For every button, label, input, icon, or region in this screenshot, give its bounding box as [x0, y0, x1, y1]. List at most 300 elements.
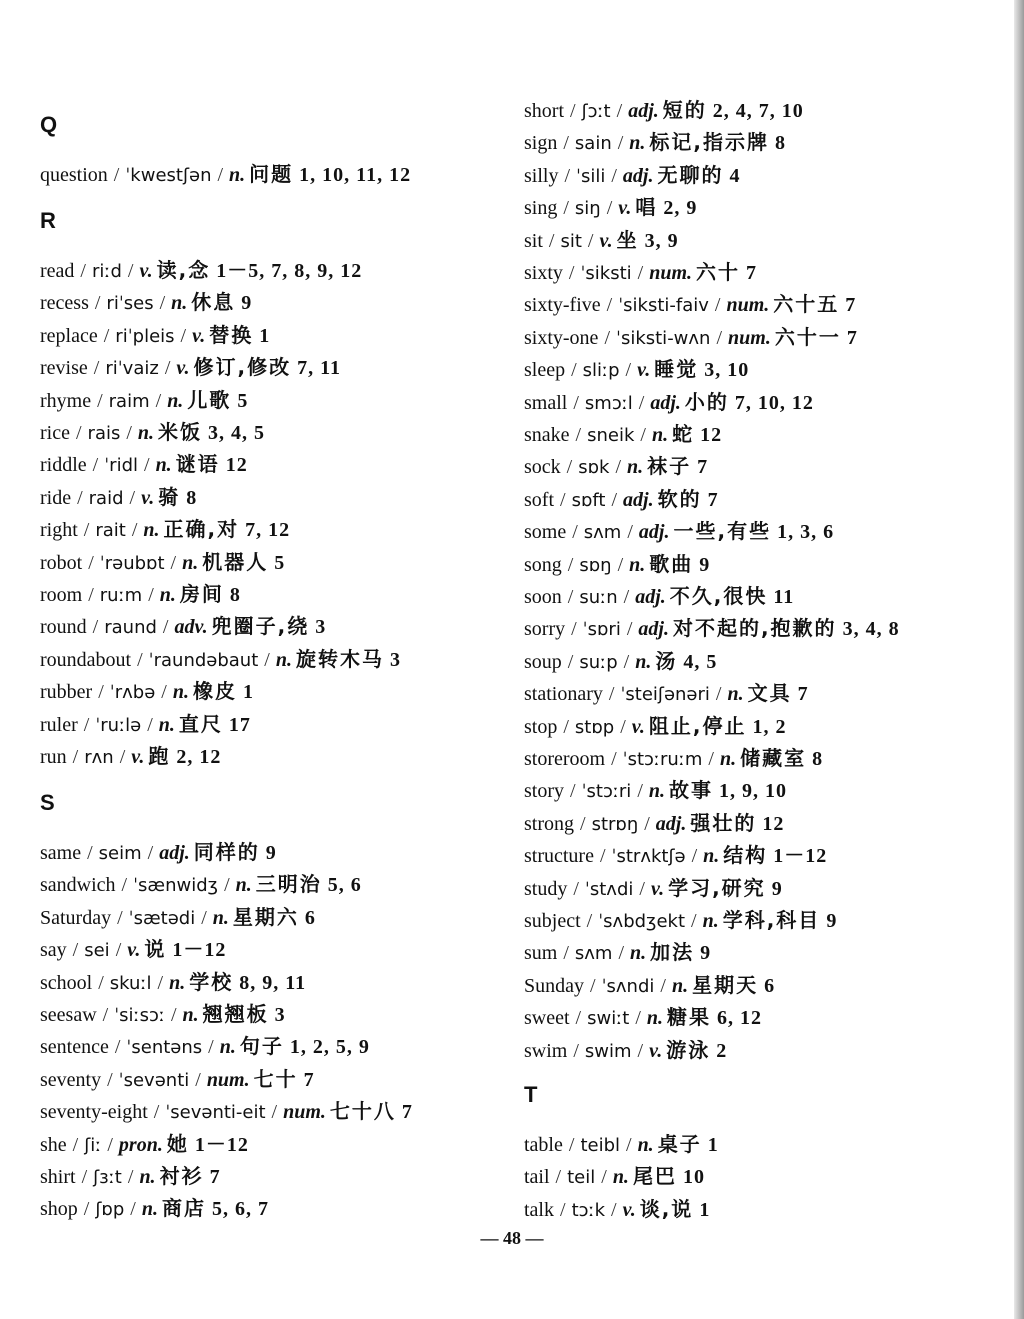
slash-separator: / [625, 359, 632, 382]
slash-separator: / [623, 586, 630, 608]
slash-separator: / [611, 488, 618, 511]
lesson-references: 3, 4, 5 [208, 422, 266, 444]
headword: sorry [524, 618, 566, 641]
slash-separator: / [121, 874, 128, 897]
phonetic-transcription: ˈraundəbaut [148, 649, 259, 671]
dictionary-entry [524, 292, 856, 318]
phonetic-transcription: ˈsɒri [582, 619, 621, 641]
slash-separator: / [137, 648, 143, 671]
part-of-speech: n. [141, 1198, 158, 1221]
headword: school [40, 971, 93, 994]
slash-separator: / [560, 488, 566, 511]
lesson-references: 1－12 [773, 845, 828, 868]
dictionary-entry [524, 552, 710, 578]
slash-separator: / [640, 424, 646, 446]
chinese-definition: 兜圈子,绕 [211, 614, 310, 639]
phonetic-transcription: swiːt [587, 1008, 630, 1030]
dictionary-entry [40, 1067, 315, 1093]
part-of-speech: v. [131, 746, 145, 768]
part-of-speech: n. [719, 748, 737, 770]
phonetic-transcription: ˈruːlə [95, 714, 142, 736]
slash-separator: / [83, 519, 90, 542]
lesson-references: 7 [707, 488, 719, 511]
dictionary-entry [524, 163, 740, 189]
dictionary-entry [40, 162, 411, 188]
part-of-speech: n. [646, 1007, 664, 1030]
lesson-references: 5 [237, 389, 249, 412]
phonetic-transcription: sɒk [578, 457, 610, 479]
phonetic-transcription: skuːl [109, 972, 152, 994]
headword: same [40, 842, 82, 864]
slash-separator: / [115, 939, 122, 962]
chinese-definition: 商店 [161, 1196, 206, 1221]
phonetic-transcription: ˈsiːsɔː [114, 1005, 165, 1026]
phonetic-transcription: sneik [587, 425, 635, 446]
dictionary-entry [40, 1132, 249, 1158]
lesson-references: 8 [186, 486, 198, 509]
part-of-speech: adj. [628, 100, 659, 122]
headword: seventy [40, 1068, 102, 1091]
section-letter-r: R [40, 208, 56, 233]
dictionary-entry [524, 519, 834, 545]
chinese-definition: 尾巴 [632, 1164, 677, 1189]
headword: swim [524, 1039, 568, 1062]
slash-separator: / [88, 584, 94, 606]
phonetic-transcription: ˈsʌbdʒekt [598, 911, 686, 932]
headword: talk [524, 1198, 554, 1221]
lesson-references: 7 [303, 1068, 315, 1091]
part-of-speech: n. [651, 424, 669, 446]
dictionary-entry [524, 390, 814, 416]
phonetic-transcription: sliːp [582, 360, 620, 382]
slash-separator: / [208, 1036, 214, 1059]
lesson-references: 7, 10, 12 [734, 391, 814, 414]
dictionary-entry [40, 679, 254, 705]
slash-separator: / [87, 842, 93, 864]
slash-separator: / [77, 486, 83, 509]
phonetic-transcription: ˈstɔːruːm [622, 749, 703, 770]
part-of-speech: v. [618, 197, 632, 220]
slash-separator: / [615, 456, 622, 479]
phonetic-transcription: seim [98, 843, 142, 864]
part-of-speech: num. [728, 326, 771, 349]
page-number: — 48 — [480, 1228, 544, 1248]
lesson-references: 1 [259, 324, 271, 347]
slash-separator: / [715, 683, 722, 706]
part-of-speech: v. [637, 359, 651, 382]
dictionary-entry [40, 420, 265, 446]
phonetic-transcription: sʌm [574, 943, 613, 965]
slash-separator: / [620, 715, 626, 738]
slash-separator: / [159, 292, 166, 315]
part-of-speech: v. [631, 715, 645, 738]
chinese-definition: 七十八 [329, 1099, 396, 1124]
chinese-definition: 机器人 [202, 549, 269, 574]
part-of-speech: n. [637, 1134, 654, 1156]
chinese-definition: 游泳 [666, 1037, 711, 1062]
chinese-definition: 学校 [189, 969, 234, 994]
slash-separator: / [129, 486, 136, 509]
headword: question [40, 164, 108, 186]
dictionary-entry [40, 1002, 286, 1028]
slash-separator: / [568, 1134, 575, 1156]
part-of-speech: num. [283, 1101, 326, 1124]
slash-separator: / [660, 974, 666, 997]
phonetic-transcription: sɒft [571, 489, 606, 511]
phonetic-transcription: teibl [580, 1135, 620, 1156]
chinese-definition: 正确,对 [163, 517, 240, 542]
chinese-definition: 加法 [650, 940, 695, 965]
part-of-speech: n. [167, 389, 184, 412]
lesson-references: 8 [229, 584, 241, 606]
headword: shop [40, 1198, 78, 1221]
chinese-definition: 对不起的,抱歉的 [672, 616, 837, 641]
page-edge-shadow [1014, 0, 1024, 1319]
slash-separator: / [639, 877, 645, 900]
headword: soft [524, 488, 554, 511]
phonetic-transcription: ʃɔːt [581, 101, 611, 122]
slash-separator: / [98, 681, 104, 704]
slash-separator: / [567, 553, 574, 576]
dictionary-entry [40, 647, 401, 673]
chinese-definition: 小的 [684, 389, 729, 414]
phonetic-transcription: ʃɒp [95, 1199, 125, 1221]
headword: rhyme [40, 389, 92, 412]
part-of-speech: n. [137, 422, 155, 444]
headword: read [40, 260, 75, 282]
lesson-references: 3, 4, 8 [842, 618, 900, 641]
phonetic-transcription: ruːm [99, 585, 143, 606]
chinese-definition: 直尺 [178, 711, 223, 736]
headword: sleep [524, 359, 566, 382]
chinese-definition: 汤 [655, 648, 678, 673]
slash-separator: / [81, 1166, 88, 1188]
dictionary-entry [40, 905, 316, 931]
phonetic-transcription: sʌm [583, 522, 622, 544]
headword: she [40, 1133, 67, 1156]
dictionary-entry [524, 876, 783, 902]
chinese-definition: 骑 [158, 484, 181, 509]
dictionary-entry [40, 1164, 221, 1190]
slash-separator: / [708, 748, 714, 770]
phonetic-transcription: ˈsili [576, 165, 606, 187]
slash-separator: / [148, 584, 154, 606]
slash-separator: / [616, 100, 623, 122]
slash-separator: / [611, 164, 617, 187]
slash-separator: / [568, 262, 575, 284]
lesson-references: 9 [265, 842, 277, 864]
slash-separator: / [72, 746, 79, 768]
phonetic-transcription: riˈses [106, 293, 154, 315]
lesson-references: 1, 2 [752, 715, 787, 738]
part-of-speech: n. [635, 650, 652, 673]
lesson-references: 1, 10, 11, 12 [299, 164, 412, 186]
dictionary-entry [40, 712, 251, 738]
chinese-definition: 六十一 [774, 324, 841, 349]
headword: tail [524, 1166, 550, 1189]
part-of-speech: n. [275, 648, 292, 671]
dictionary-entry [40, 840, 277, 866]
dictionary-entry [524, 422, 722, 448]
slash-separator: / [575, 1007, 582, 1030]
phonetic-transcription: sit [560, 230, 582, 252]
slash-separator: / [75, 422, 82, 444]
slash-separator: / [555, 1166, 562, 1189]
part-of-speech: n. [219, 1036, 236, 1059]
headword: room [40, 584, 83, 606]
headword: rice [40, 422, 70, 444]
chinese-definition: 文具 [747, 681, 792, 706]
slash-separator: / [611, 1198, 617, 1221]
lesson-references: 1 [699, 1198, 711, 1221]
dictionary-entry [524, 714, 787, 740]
part-of-speech: n. [182, 551, 199, 574]
phonetic-transcription: ˈsiksti-wʌn [616, 327, 711, 349]
lesson-references: 7 [746, 262, 758, 284]
slash-separator: / [103, 324, 110, 347]
phonetic-transcription: sei [84, 940, 110, 962]
phonetic-transcription: riˈvaiz [105, 358, 159, 380]
part-of-speech: n. [182, 1004, 199, 1026]
headword: seventy-eight [40, 1101, 148, 1124]
headword: sandwich [40, 874, 116, 897]
phonetic-transcription: riˈpleis [115, 325, 175, 347]
phonetic-transcription: ˈstʌdi [584, 878, 634, 900]
lesson-references: 4 [729, 164, 741, 187]
slash-separator: / [144, 454, 150, 477]
lesson-references: 12 [225, 454, 248, 477]
dictionary-entry [40, 517, 290, 543]
chinese-definition: 短的 [662, 98, 707, 122]
part-of-speech: n. [703, 845, 720, 868]
slash-separator: / [126, 422, 132, 444]
headword: say [40, 939, 67, 962]
dictionary-entry [40, 614, 326, 640]
headword: sum [524, 942, 558, 965]
lesson-references: 3, 9 [644, 229, 679, 252]
lesson-references: 10 [682, 1166, 705, 1189]
part-of-speech: adv. [174, 616, 208, 639]
lesson-references: 9 [826, 910, 838, 932]
slash-separator: / [119, 746, 126, 768]
chinese-definition: 糖果 [667, 1005, 712, 1030]
slash-separator: / [563, 942, 569, 965]
slash-separator: / [575, 424, 582, 446]
chinese-definition: 储藏室 [740, 746, 807, 770]
dictionary-entry [524, 1132, 719, 1158]
headword: some [524, 521, 567, 544]
phonetic-transcription: ˈstrʌktʃə [611, 846, 686, 868]
slash-separator: / [72, 1133, 79, 1156]
slash-separator: / [94, 292, 101, 315]
phonetic-transcription: ˈsiksti [580, 263, 632, 284]
section-letter-s: S [40, 790, 55, 815]
lesson-references: 6, 12 [717, 1007, 763, 1030]
headword: stop [524, 715, 558, 738]
headword: soup [524, 650, 562, 673]
part-of-speech: adj. [622, 164, 654, 187]
slash-separator: / [83, 1198, 90, 1221]
slash-separator: / [564, 164, 571, 187]
slash-separator: / [635, 1007, 641, 1030]
slash-separator: / [102, 1004, 109, 1026]
chinese-definition: 不久,很快 [669, 584, 768, 608]
part-of-speech: adj. [655, 812, 687, 835]
slash-separator: / [571, 618, 577, 641]
phonetic-transcription: ˈsʌndi [601, 975, 655, 997]
slash-separator: / [570, 100, 576, 122]
lesson-references: 3, 10 [704, 359, 750, 382]
chinese-definition: 强壮的 [690, 810, 757, 835]
headword: ruler [40, 713, 78, 736]
chinese-definition: 星期天 [692, 972, 759, 997]
phonetic-transcription: strɒŋ [591, 813, 639, 835]
dictionary-entry [40, 550, 285, 576]
slash-separator: / [161, 681, 167, 704]
part-of-speech: adj. [638, 618, 669, 641]
chinese-definition: 唱 [635, 195, 658, 220]
slash-separator: / [601, 1166, 607, 1189]
slash-separator: / [567, 650, 574, 673]
slash-separator: / [611, 748, 617, 770]
lesson-references: 17 [228, 713, 251, 736]
headword: recess [40, 292, 89, 315]
phonetic-transcription: sain [574, 133, 612, 155]
lesson-references: 3 [274, 1004, 286, 1026]
phonetic-transcription: teil [567, 1167, 596, 1189]
part-of-speech: adj. [638, 521, 670, 544]
dictionary-entry [40, 1034, 370, 1060]
dictionary-entry [40, 388, 248, 414]
lesson-references: 7 [401, 1101, 413, 1124]
slash-separator: / [127, 1166, 134, 1188]
lesson-references: 1 [242, 681, 254, 704]
dictionary-entry [40, 323, 270, 349]
lesson-references: 5, 6, 7 [211, 1198, 269, 1221]
slash-separator: / [572, 521, 578, 544]
dictionary-entry [524, 454, 708, 480]
part-of-speech: n. [155, 454, 172, 477]
part-of-speech: n. [171, 292, 188, 315]
slash-separator: / [637, 1039, 644, 1062]
part-of-speech: adj. [159, 842, 190, 864]
phonetic-transcription: ˈsevənti [118, 1069, 190, 1091]
dictionary-entry [524, 584, 794, 610]
lesson-references: 2 [716, 1039, 728, 1062]
part-of-speech: v. [622, 1198, 636, 1221]
slash-separator: / [157, 971, 164, 994]
headword: right [40, 519, 78, 542]
section-letter-t: T [524, 1082, 538, 1107]
phonetic-transcription: smɔːl [584, 392, 633, 414]
part-of-speech: v. [192, 324, 206, 347]
slash-separator: / [691, 910, 697, 932]
slash-separator: / [98, 971, 104, 994]
slash-separator: / [217, 164, 224, 186]
slash-separator: / [72, 939, 79, 962]
part-of-speech: n. [169, 971, 186, 994]
chinese-definition: 星期六 [232, 904, 299, 929]
slash-separator: / [716, 326, 723, 349]
chinese-definition: 阻止,停止 [648, 713, 747, 738]
slash-separator: / [88, 551, 94, 574]
lesson-references: 7 [209, 1166, 221, 1188]
phonetic-transcription: raund [104, 617, 157, 639]
part-of-speech: n. [702, 910, 719, 932]
slash-separator: / [80, 260, 86, 282]
chinese-definition: 学习,研究 [668, 875, 766, 900]
headword: sing [524, 197, 558, 220]
part-of-speech: v. [176, 357, 190, 380]
dictionary-entry [40, 290, 252, 316]
headword: seesaw [40, 1004, 97, 1026]
headword: study [524, 877, 568, 900]
headword: revise [40, 357, 88, 380]
slash-separator: / [170, 551, 177, 574]
slash-separator: / [587, 229, 594, 252]
slash-separator: / [573, 1039, 579, 1062]
slash-separator: / [114, 1036, 121, 1059]
dictionary-entry [524, 1038, 727, 1064]
headword: Sunday [524, 974, 584, 997]
lesson-references: 9 [771, 877, 783, 900]
phonetic-transcription: ˈsevənti-eit [165, 1102, 266, 1124]
slash-separator: / [164, 357, 171, 380]
chinese-definition: 房间 [179, 582, 224, 606]
phonetic-transcription: ˈstɔːri [581, 781, 632, 803]
phonetic-transcription: ˈsætədi [128, 907, 196, 929]
dictionary-entry [524, 1164, 705, 1190]
slash-separator: / [224, 874, 230, 897]
chinese-definition: 结构 [723, 843, 768, 868]
part-of-speech: n. [612, 1166, 629, 1189]
part-of-speech: n. [630, 942, 647, 965]
headword: sentence [40, 1036, 109, 1059]
phonetic-transcription: tɔːk [571, 1199, 605, 1221]
phonetic-transcription: stɒp [574, 716, 615, 738]
phonetic-transcription: riːd [91, 261, 122, 282]
dictionary-entry [40, 355, 341, 381]
phonetic-transcription: swim [584, 1040, 632, 1062]
headword: song [524, 553, 562, 576]
chinese-definition: 蛇 [672, 422, 695, 446]
dictionary-entry [40, 1196, 269, 1222]
part-of-speech: n. [139, 1166, 156, 1188]
headword: shirt [40, 1166, 76, 1188]
chinese-definition: 休息 [191, 290, 236, 315]
dictionary-entry [524, 649, 717, 675]
chinese-definition: 无聊的 [657, 162, 724, 187]
chinese-definition: 她 [166, 1131, 189, 1156]
phonetic-transcription: suːp [579, 651, 618, 673]
slash-separator: / [147, 842, 154, 864]
part-of-speech: n. [229, 164, 246, 186]
lesson-references: 3 [315, 616, 327, 639]
chinese-definition: 跑 [148, 744, 171, 768]
part-of-speech: n. [235, 874, 252, 897]
chinese-definition: 问题 [249, 162, 294, 186]
chinese-definition: 旋转木马 [295, 646, 384, 671]
chinese-definition: 歌曲 [649, 551, 694, 576]
dictionary-entry [524, 811, 784, 837]
phonetic-transcription: ˈsænwidʒ [133, 875, 219, 897]
chinese-definition: 米饭 [158, 420, 203, 444]
dictionary-entry [524, 746, 823, 772]
part-of-speech: num. [206, 1068, 250, 1091]
chinese-definition: 一些,有些 [673, 519, 772, 544]
chinese-definition: 谈,说 [639, 1196, 694, 1221]
phonetic-transcription: suːn [579, 587, 618, 608]
